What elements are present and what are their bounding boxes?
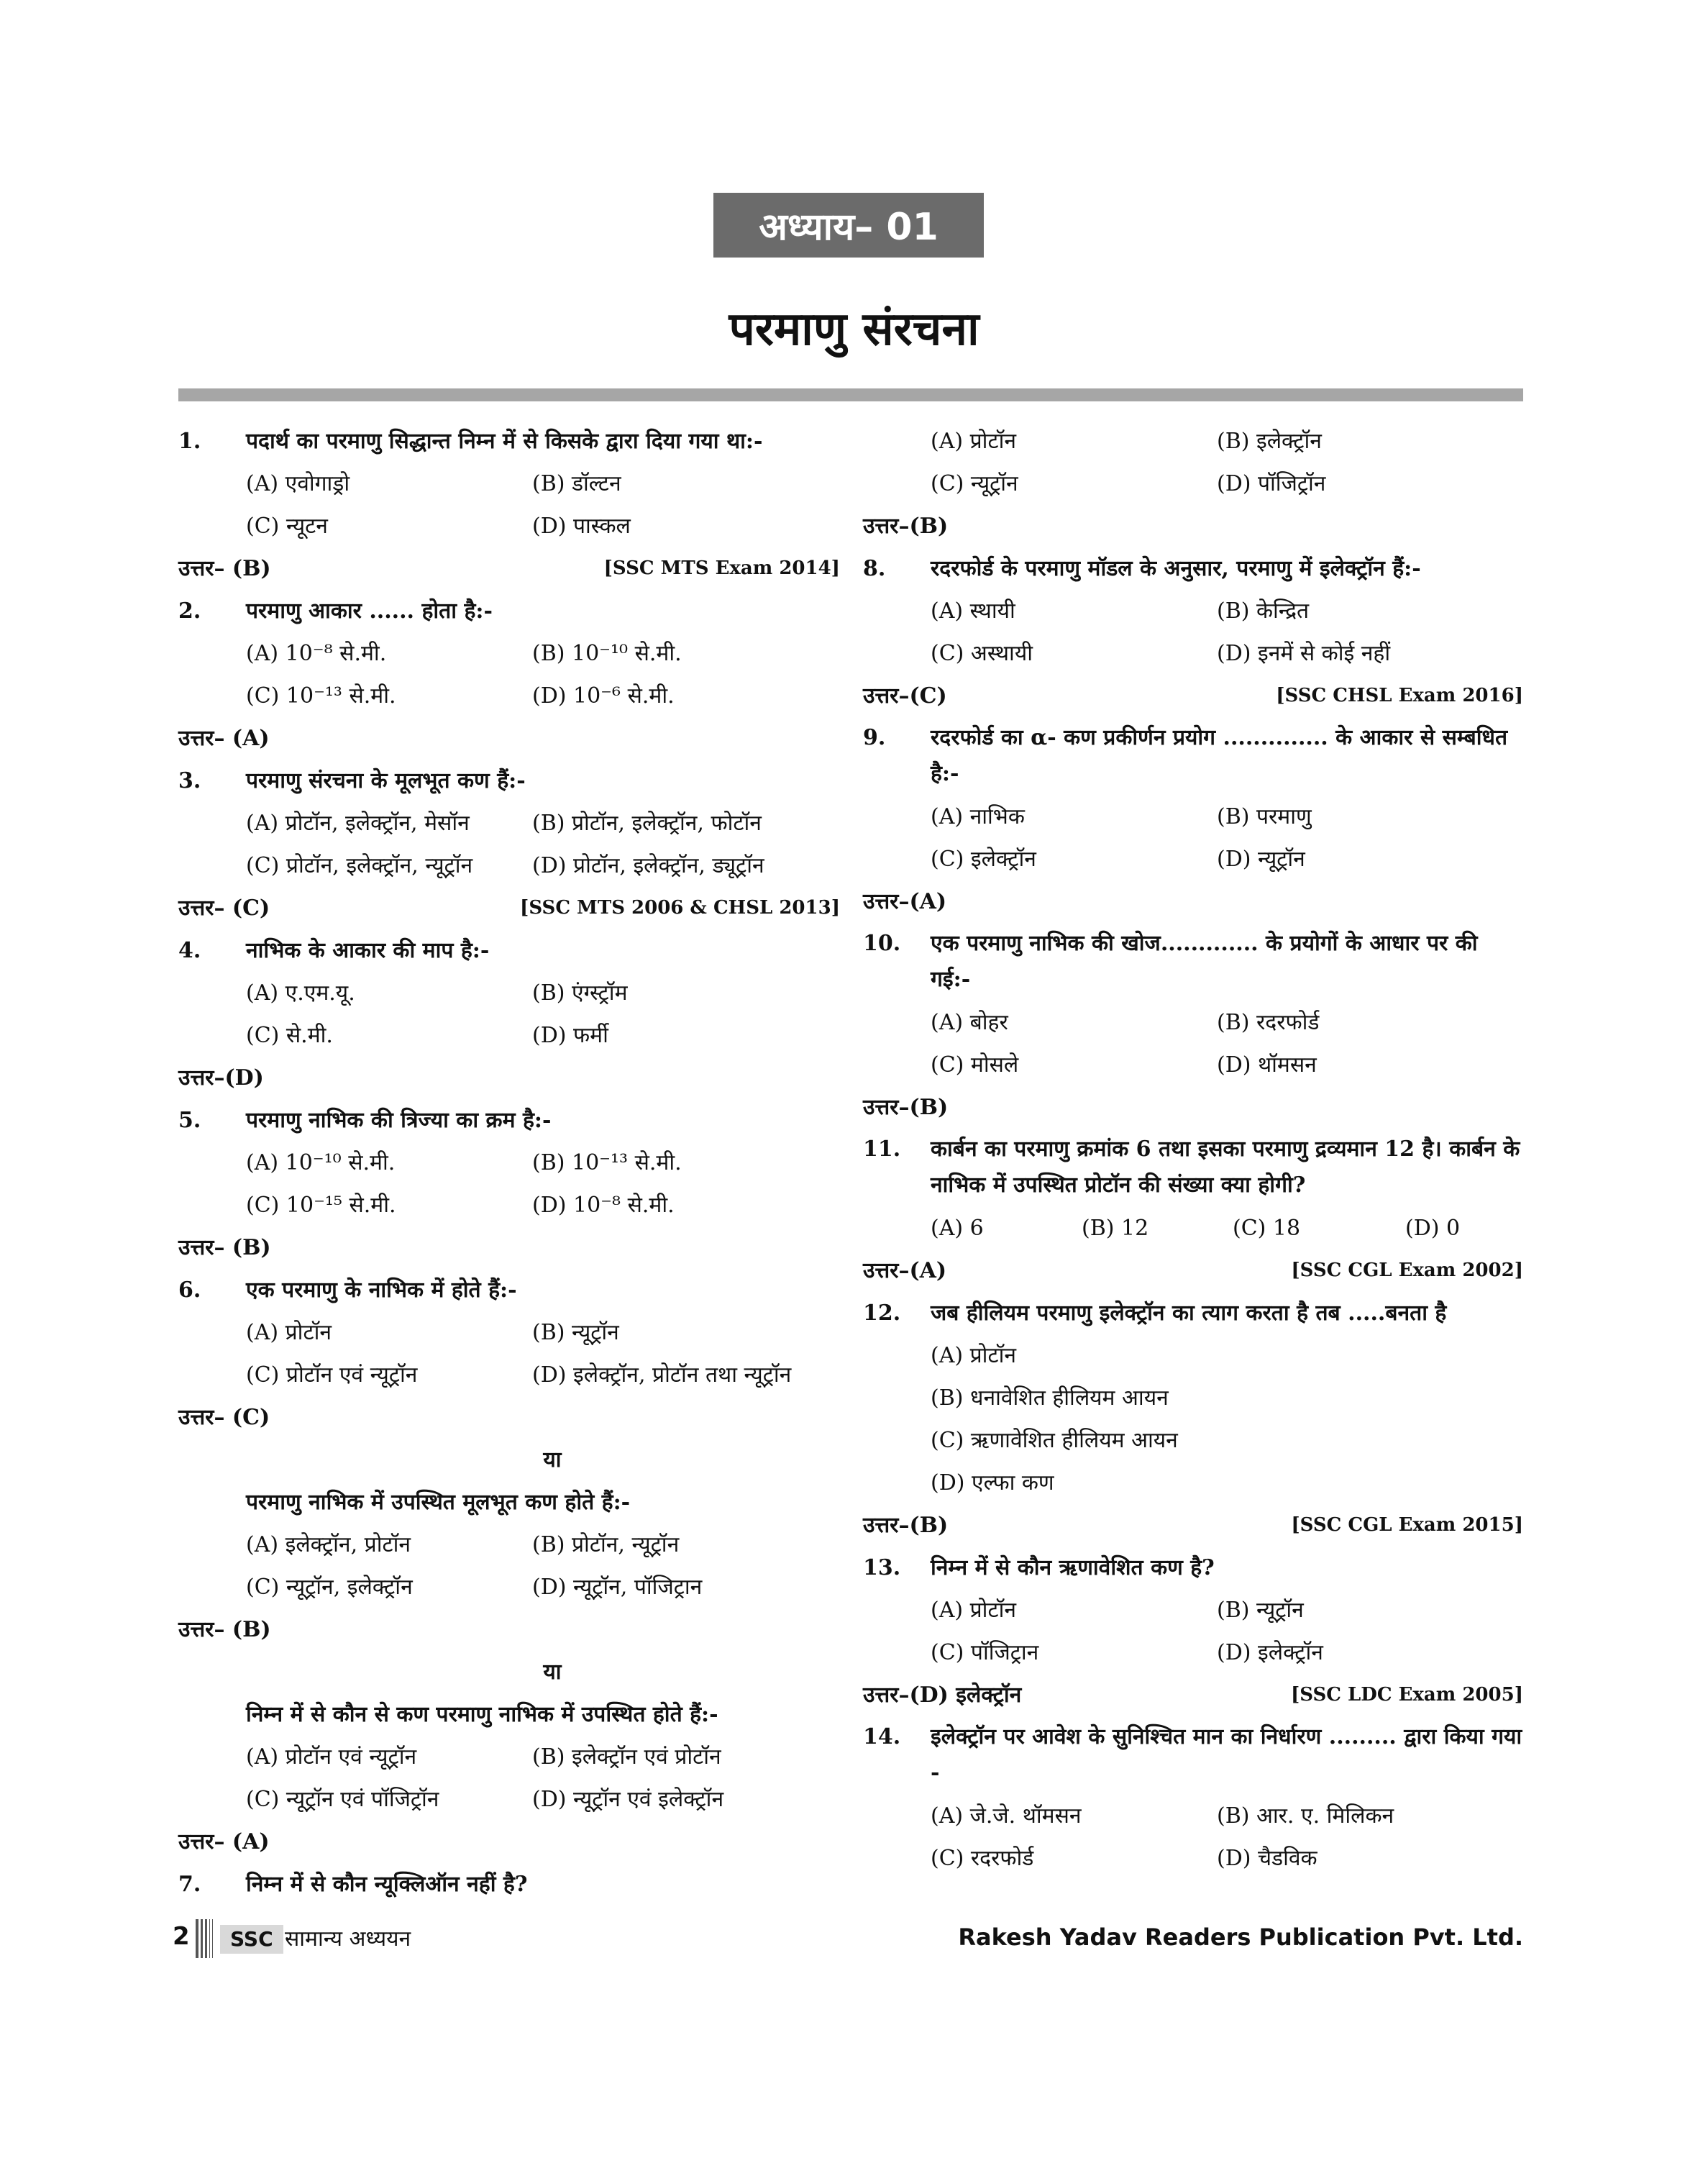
question-9 xyxy=(863,717,1523,796)
exam-reference: [SSC MTS Exam 2014] xyxy=(603,557,840,579)
chapter-label: अध्याय– 01 xyxy=(713,193,984,258)
options-6b xyxy=(178,1524,840,1608)
option: (C) प्रोटॉन, इलेक्ट्रॉन, न्यूट्रॉन xyxy=(246,853,473,878)
question-text: निम्न में से कौन से कण परमाणु नाभिक में उपस्थित होते हैं:- xyxy=(246,1702,718,1727)
option: (C) इलेक्ट्रॉन xyxy=(931,847,1036,872)
question-number: 5. xyxy=(178,1108,201,1133)
answer-10 xyxy=(863,1086,1523,1129)
question-number: 14. xyxy=(863,1724,901,1749)
option: (C) 18 xyxy=(1233,1216,1301,1241)
question-text: एक परमाणु नाभिक की खोज............. के प्रयोगों के आधार पर की गई:- xyxy=(931,931,1478,992)
question-number: 1. xyxy=(178,429,201,454)
option: (C) न्यूट्रॉन एवं पॉजिट्रॉन xyxy=(246,1787,439,1812)
option: (B) न्यूट्रॉन xyxy=(532,1320,619,1345)
answer-text: उत्तर–(D) xyxy=(178,1065,264,1091)
option: (C) 10⁻¹³ से.मी. xyxy=(246,683,396,709)
question-4 xyxy=(178,929,840,972)
question-number: 12. xyxy=(863,1301,901,1326)
option: (D) इलेक्ट्रॉन xyxy=(1217,1640,1323,1665)
option: (B) इलेक्ट्रॉन xyxy=(1217,429,1322,454)
option: (A) प्रोटॉन, इलेक्ट्रॉन, मेसॉन xyxy=(246,811,470,836)
option: (D) फर्मी xyxy=(532,1023,608,1048)
question-5 xyxy=(178,1099,840,1142)
or-separator: या xyxy=(543,1660,562,1685)
question-number: 13. xyxy=(863,1555,901,1580)
question-number: 8. xyxy=(863,556,886,581)
question-number: 6. xyxy=(178,1278,201,1303)
option: (A) 10⁻¹⁰ से.मी. xyxy=(246,1150,396,1175)
answer-9 xyxy=(863,880,1523,923)
answer-text: उत्तर–(A) xyxy=(863,889,947,914)
answer-13 xyxy=(863,1674,1523,1716)
option: (B) केन्द्रित xyxy=(1217,598,1310,624)
answer-5 xyxy=(178,1226,840,1269)
question-10 xyxy=(863,923,1523,1001)
options-4 xyxy=(178,972,840,1057)
question-6c xyxy=(178,1693,840,1736)
question-1 xyxy=(178,420,840,463)
question-text: रदरफोर्ड का α- कण प्रकीर्णन प्रयोग .............. के आकार से सम्बधित है:- xyxy=(931,725,1508,786)
question-number: 7. xyxy=(178,1872,201,1897)
option: (D) चैडविक xyxy=(1217,1846,1317,1871)
options-8 xyxy=(863,590,1523,675)
option: (B) 12 xyxy=(1082,1216,1149,1241)
question-7 xyxy=(178,1863,840,1906)
option: (D) पास्कल xyxy=(532,514,631,539)
title-divider xyxy=(178,388,1523,401)
option: (B) आर. ए. मिलिकन xyxy=(1217,1803,1394,1829)
question-13 xyxy=(863,1547,1523,1589)
answer-8 xyxy=(863,675,1523,717)
options-6 xyxy=(178,1311,840,1396)
option: (B) 10⁻¹³ से.मी. xyxy=(532,1150,682,1175)
answer-text: उत्तर– (C) xyxy=(178,896,270,921)
page-number: 2 xyxy=(173,1922,190,1951)
options-11 xyxy=(863,1207,1523,1249)
answer-text: उत्तर–(C) xyxy=(863,683,947,709)
option: (A) प्रोटॉन एवं न्यूट्रॉन xyxy=(246,1744,417,1770)
answer-text: उत्तर– (A) xyxy=(178,1829,270,1854)
option: (B) प्रोटॉन, इलेक्ट्रॉन, फोटॉन xyxy=(532,811,762,836)
options-12 xyxy=(863,1334,1523,1504)
option: (A) 10⁻⁸ से.मी. xyxy=(246,641,387,666)
question-number: 3. xyxy=(178,768,201,793)
option: (D) 10⁻⁶ से.मी. xyxy=(532,683,675,709)
option: (A) बोहर xyxy=(931,1010,1008,1035)
option: (D) न्यूट्रॉन, पॉजिट्रान xyxy=(532,1575,703,1600)
question-6 xyxy=(178,1269,840,1311)
question-text: निम्न में से कौन न्यूक्लिऑन नहीं है? xyxy=(246,1872,528,1897)
question-text: कार्बन का परमाणु क्रमांक 6 तथा इसका परमाणु द्रव्यमान 12 है। कार्बन के नाभिक में उपस्थित प्रोटॉन की संख्या क्या होगी? xyxy=(931,1137,1520,1198)
options-5 xyxy=(178,1142,840,1226)
option: (B) प्रोटॉन, न्यूट्रॉन xyxy=(532,1532,680,1557)
answer-text: उत्तर– (A) xyxy=(178,726,270,751)
option: (D) न्यूट्रॉन एवं इलेक्ट्रॉन xyxy=(532,1787,724,1812)
question-number: 9. xyxy=(863,725,886,750)
chapter-title: परमाणु संरचना xyxy=(729,302,979,356)
option: (A) नाभिक xyxy=(931,804,1025,829)
left-column xyxy=(178,420,840,1906)
exam-reference: [SSC MTS 2006 & CHSL 2013] xyxy=(520,897,840,919)
question-text: एक परमाणु के नाभिक में होते हैं:- xyxy=(246,1278,517,1303)
book-title: सामान्य अध्ययन xyxy=(285,1926,411,1952)
question-text: इलेक्ट्रॉन पर आवेश के सुनिश्चित मान का निर्धारण ......... द्वारा किया गया - xyxy=(931,1724,1522,1785)
answer-text: उत्तर– (C) xyxy=(178,1405,270,1430)
question-text: नाभिक के आकार की माप है:- xyxy=(246,938,490,963)
option: (D) 10⁻⁸ से.मी. xyxy=(532,1193,675,1218)
option: (C) अस्थायी xyxy=(931,641,1033,666)
answer-12 xyxy=(863,1504,1523,1547)
answer-1 xyxy=(178,547,840,590)
question-text: जब हीलियम परमाणु इलेक्ट्रॉन का त्याग करता है तब .....बनता है xyxy=(931,1301,1447,1326)
option: (A) प्रोटॉन xyxy=(246,1320,332,1345)
exam-reference: [SSC CGL Exam 2015] xyxy=(1291,1514,1523,1536)
answer-6c xyxy=(178,1821,840,1863)
footer-stripes-decoration xyxy=(196,1919,213,1958)
question-3 xyxy=(178,760,840,802)
answer-text: उत्तर– (B) xyxy=(178,1235,271,1260)
option: (B) रदरफोर्ड xyxy=(1217,1010,1320,1035)
answer-2 xyxy=(178,717,840,760)
option: (C) मोसले xyxy=(931,1052,1019,1078)
answer-7 xyxy=(863,505,1523,547)
question-text: परमाणु नाभिक में उपस्थित मूलभूत कण होते हैं:- xyxy=(246,1490,631,1515)
answer-6b xyxy=(178,1608,840,1651)
options-6c xyxy=(178,1736,840,1821)
option: (D) इलेक्ट्रॉन, प्रोटॉन तथा न्यूट्रॉन xyxy=(532,1362,792,1388)
option: (D) न्यूट्रॉन xyxy=(1217,847,1305,872)
option: (D) एल्फा कण xyxy=(931,1470,1054,1495)
option: (D) थॉमसन xyxy=(1217,1052,1317,1078)
option: (B) न्यूट्रॉन xyxy=(1217,1598,1304,1623)
question-text: परमाणु आकार ...... होता है:- xyxy=(246,598,493,624)
option: (A) स्थायी xyxy=(931,598,1015,624)
option: (C) रदरफोर्ड xyxy=(931,1846,1034,1871)
option: (D) 0 xyxy=(1405,1216,1461,1241)
options-2 xyxy=(178,632,840,717)
options-13 xyxy=(863,1589,1523,1674)
publisher-name: Rakesh Yadav Readers Publication Pvt. Ltd. xyxy=(958,1923,1523,1951)
answer-3 xyxy=(178,887,840,929)
or-separator: या xyxy=(543,1447,562,1472)
question-text: परमाणु नाभिक की त्रिज्या का क्रम है:- xyxy=(246,1108,552,1133)
question-text: निम्न में से कौन ऋणावेशित कण है? xyxy=(931,1555,1215,1580)
options-3 xyxy=(178,802,840,887)
answer-text: उत्तर–(B) xyxy=(863,1095,949,1120)
right-column xyxy=(863,420,1523,1880)
option: (A) प्रोटॉन xyxy=(931,429,1016,454)
option: (D) इनमें से कोई नहीं xyxy=(1217,641,1391,666)
option: (A) 6 xyxy=(931,1216,984,1241)
option: (A) जे.जे. थॉमसन xyxy=(931,1803,1082,1829)
option: (B) एंग्स्ट्रॉम xyxy=(532,980,628,1006)
question-6b xyxy=(178,1481,840,1524)
option: (B) धनावेशित हीलियम आयन xyxy=(931,1385,1169,1411)
options-7 xyxy=(863,420,1523,505)
option: (C) प्रोटॉन एवं न्यूट्रॉन xyxy=(246,1362,418,1388)
options-1 xyxy=(178,463,840,547)
answer-text: उत्तर–(B) xyxy=(863,514,949,539)
option: (D) पॉजिट्रॉन xyxy=(1217,471,1326,496)
option: (B) 10⁻¹⁰ से.मी. xyxy=(532,641,682,666)
question-text: पदार्थ का परमाणु सिद्धान्त निम्न में से किसके द्वारा दिया गया था:- xyxy=(246,429,763,454)
question-11 xyxy=(863,1129,1523,1207)
exam-reference: [SSC CHSL Exam 2016] xyxy=(1276,685,1523,706)
option: (C) न्यूट्रॉन, इलेक्ट्रॉन xyxy=(246,1575,413,1600)
question-2 xyxy=(178,590,840,632)
option: (C) से.मी. xyxy=(246,1023,333,1048)
answer-6 xyxy=(178,1396,840,1439)
option: (A) प्रोटॉन xyxy=(931,1343,1016,1368)
page-footer xyxy=(164,1919,1523,1958)
option: (C) ऋणावेशित हीलियम आयन xyxy=(931,1428,1178,1453)
option: (B) परमाणु xyxy=(1217,804,1312,829)
option: (C) न्यूट्रॉन xyxy=(931,471,1018,496)
options-10 xyxy=(863,1001,1523,1086)
option: (A) इलेक्ट्रॉन, प्रोटॉन xyxy=(246,1532,411,1557)
ssc-tag: SSC xyxy=(220,1925,283,1954)
question-number: 11. xyxy=(863,1137,901,1162)
option: (A) एवोगाड्रो xyxy=(246,471,350,496)
question-number: 10. xyxy=(863,931,901,956)
answer-11 xyxy=(863,1249,1523,1292)
exam-reference: [SSC LDC Exam 2005] xyxy=(1291,1684,1523,1706)
answer-text: उत्तर– (B) xyxy=(178,556,271,581)
options-14 xyxy=(863,1795,1523,1880)
question-number: 4. xyxy=(178,938,201,963)
question-text: परमाणु संरचना के मूलभूत कण हैं:- xyxy=(246,768,526,793)
question-number: 2. xyxy=(178,598,201,624)
option: (C) 10⁻¹⁵ से.मी. xyxy=(246,1193,396,1218)
answer-text: उत्तर–(A) xyxy=(863,1258,947,1283)
answer-text: उत्तर–(D) इलेक्ट्रॉन xyxy=(863,1683,1022,1708)
option: (B) इलेक्ट्रॉन एवं प्रोटॉन xyxy=(532,1744,721,1770)
question-8 xyxy=(863,547,1523,590)
answer-4 xyxy=(178,1057,840,1099)
question-text: रदरफोर्ड के परमाणु मॉडल के अनुसार, परमाणु में इलेक्ट्रॉन हैं:- xyxy=(931,556,1421,581)
option: (D) प्रोटॉन, इलेक्ट्रॉन, ड्यूट्रॉन xyxy=(532,853,764,878)
option: (A) प्रोटॉन xyxy=(931,1598,1016,1623)
option: (A) ए.एम.यू. xyxy=(246,980,355,1006)
option: (C) न्यूटन xyxy=(246,514,328,539)
question-14 xyxy=(863,1716,1523,1795)
option: (C) पॉजिट्रान xyxy=(931,1640,1039,1665)
question-12 xyxy=(863,1292,1523,1334)
answer-text: उत्तर– (B) xyxy=(178,1617,271,1642)
option: (B) डॉल्टन xyxy=(532,471,621,496)
exam-reference: [SSC CGL Exam 2002] xyxy=(1291,1260,1523,1281)
answer-text: उत्तर–(B) xyxy=(863,1513,949,1538)
options-9 xyxy=(863,796,1523,880)
